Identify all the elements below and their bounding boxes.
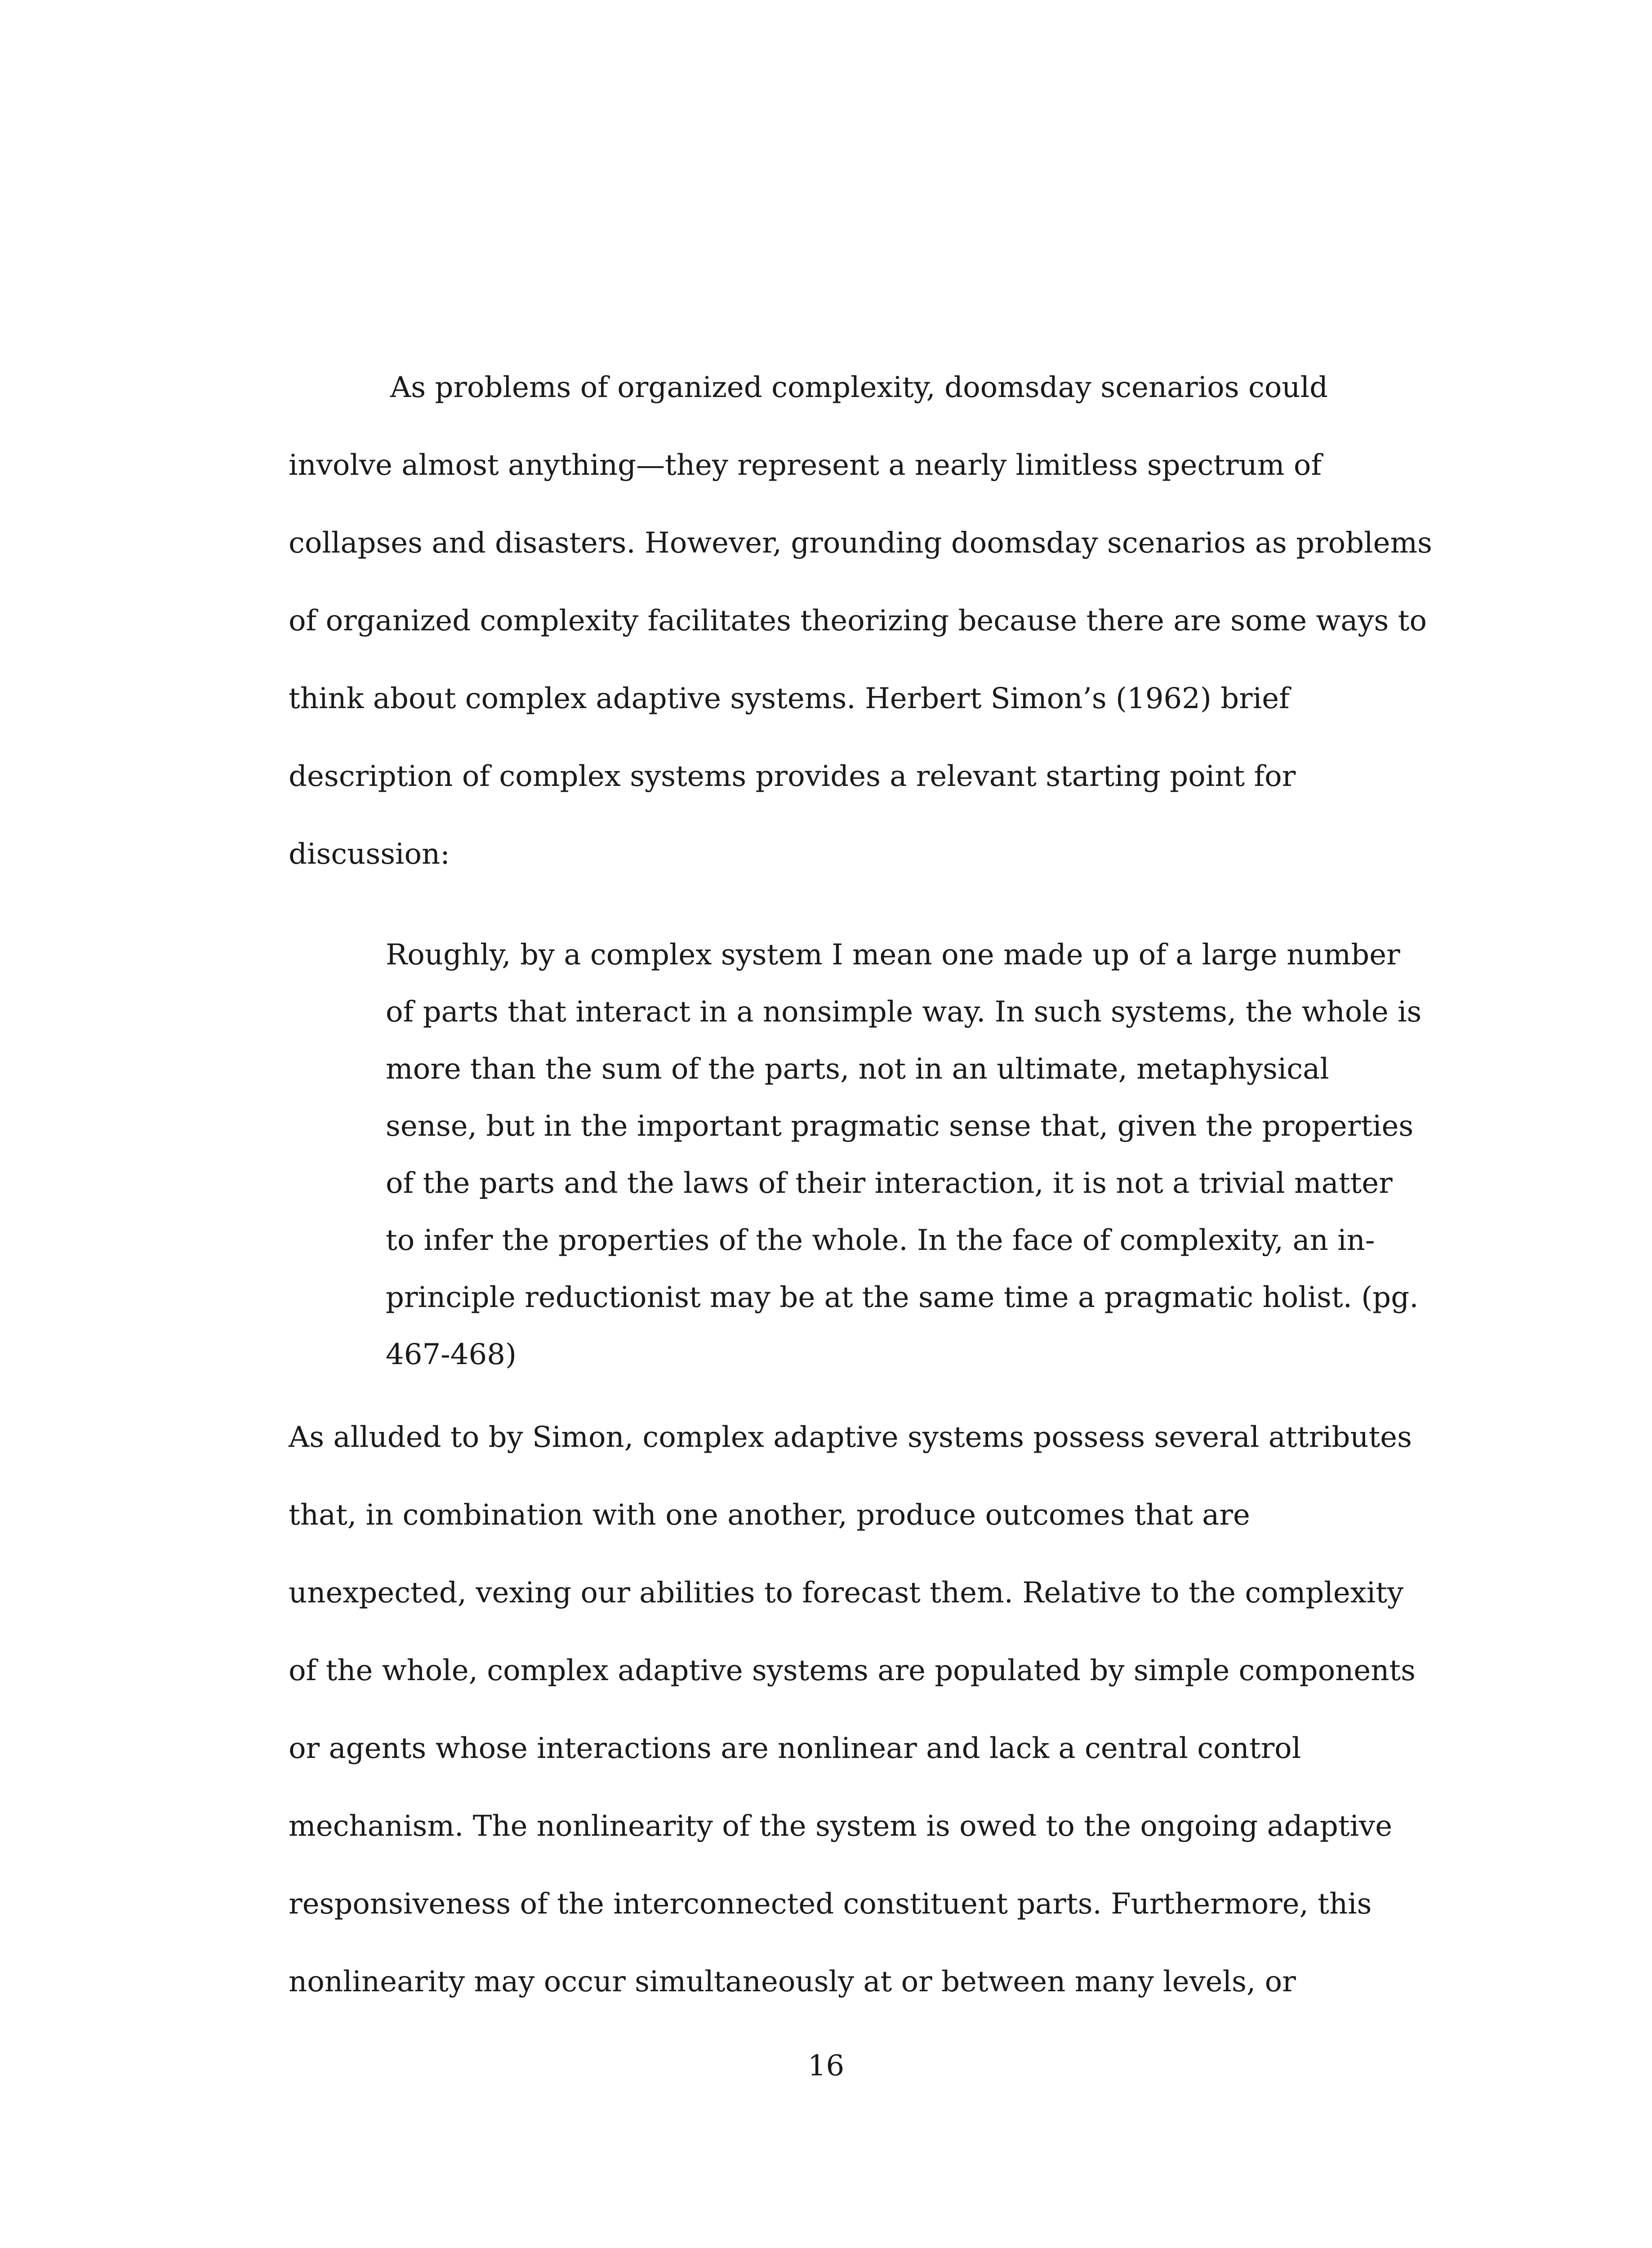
paragraph-2-line: that, in combination with one another, produce outcomes that are <box>289 1499 1250 1532</box>
paragraph-1-line: As problems of organized complexity, doomsday scenarios could <box>390 371 1328 404</box>
paragraph-2-line: unexpected, vexing our abilities to forecast them. Relative to the complexity <box>289 1576 1404 1610</box>
block-quote-line: to infer the properties of the whole. In the face of complexity, an in- <box>386 1224 1375 1257</box>
block-quote-line: 467-468) <box>386 1338 517 1371</box>
paragraph-1-line: description of complex systems provides a relevant starting point for <box>289 760 1296 793</box>
paragraph-1-line: involve almost anything—they represent a nearly limitless spectrum of <box>289 449 1322 482</box>
block-quote-line: Roughly, by a complex system I mean one made up of a large number <box>386 938 1400 972</box>
paragraph-1-line: of organized complexity facilitates theorizing because there are some ways to <box>289 604 1427 638</box>
paragraph-2-line: mechanism. The nonlinearity of the system is owed to the ongoing adaptive <box>289 1810 1393 1843</box>
block-quote-line: sense, but in the important pragmatic sense that, given the properties <box>386 1110 1414 1143</box>
paragraph-1-line: think about complex adaptive systems. Herbert Simon’s (1962) brief <box>289 682 1290 715</box>
page-number: 16 <box>807 2049 845 2083</box>
paragraph-2-line: or agents whose interactions are nonlinear and lack a central control <box>289 1732 1301 1765</box>
block-quote-line: more than the sum of the parts, not in an ultimate, metaphysical <box>386 1053 1329 1086</box>
paragraph-1-line: discussion: <box>289 838 450 871</box>
block-quote-line: of parts that interact in a nonsimple way. In such systems, the whole is <box>386 995 1422 1029</box>
paragraph-1-line: collapses and disasters. However, grounding doomsday scenarios as problems <box>289 526 1432 560</box>
paragraph-2-line: of the whole, complex adaptive systems are populated by simple components <box>289 1654 1416 1687</box>
block-quote-line: of the parts and the laws of their interaction, it is not a trivial matter <box>386 1167 1393 1200</box>
block-quote-line: principle reductionist may be at the same time a pragmatic holist. (pg. <box>386 1281 1419 1314</box>
paragraph-2-line: responsiveness of the interconnected constituent parts. Furthermore, this <box>289 1887 1372 1921</box>
paragraph-2-line: As alluded to by Simon, complex adaptive systems possess several attributes <box>289 1421 1412 1454</box>
paragraph-2-line: nonlinearity may occur simultaneously at or between many levels, or <box>289 1965 1296 1998</box>
